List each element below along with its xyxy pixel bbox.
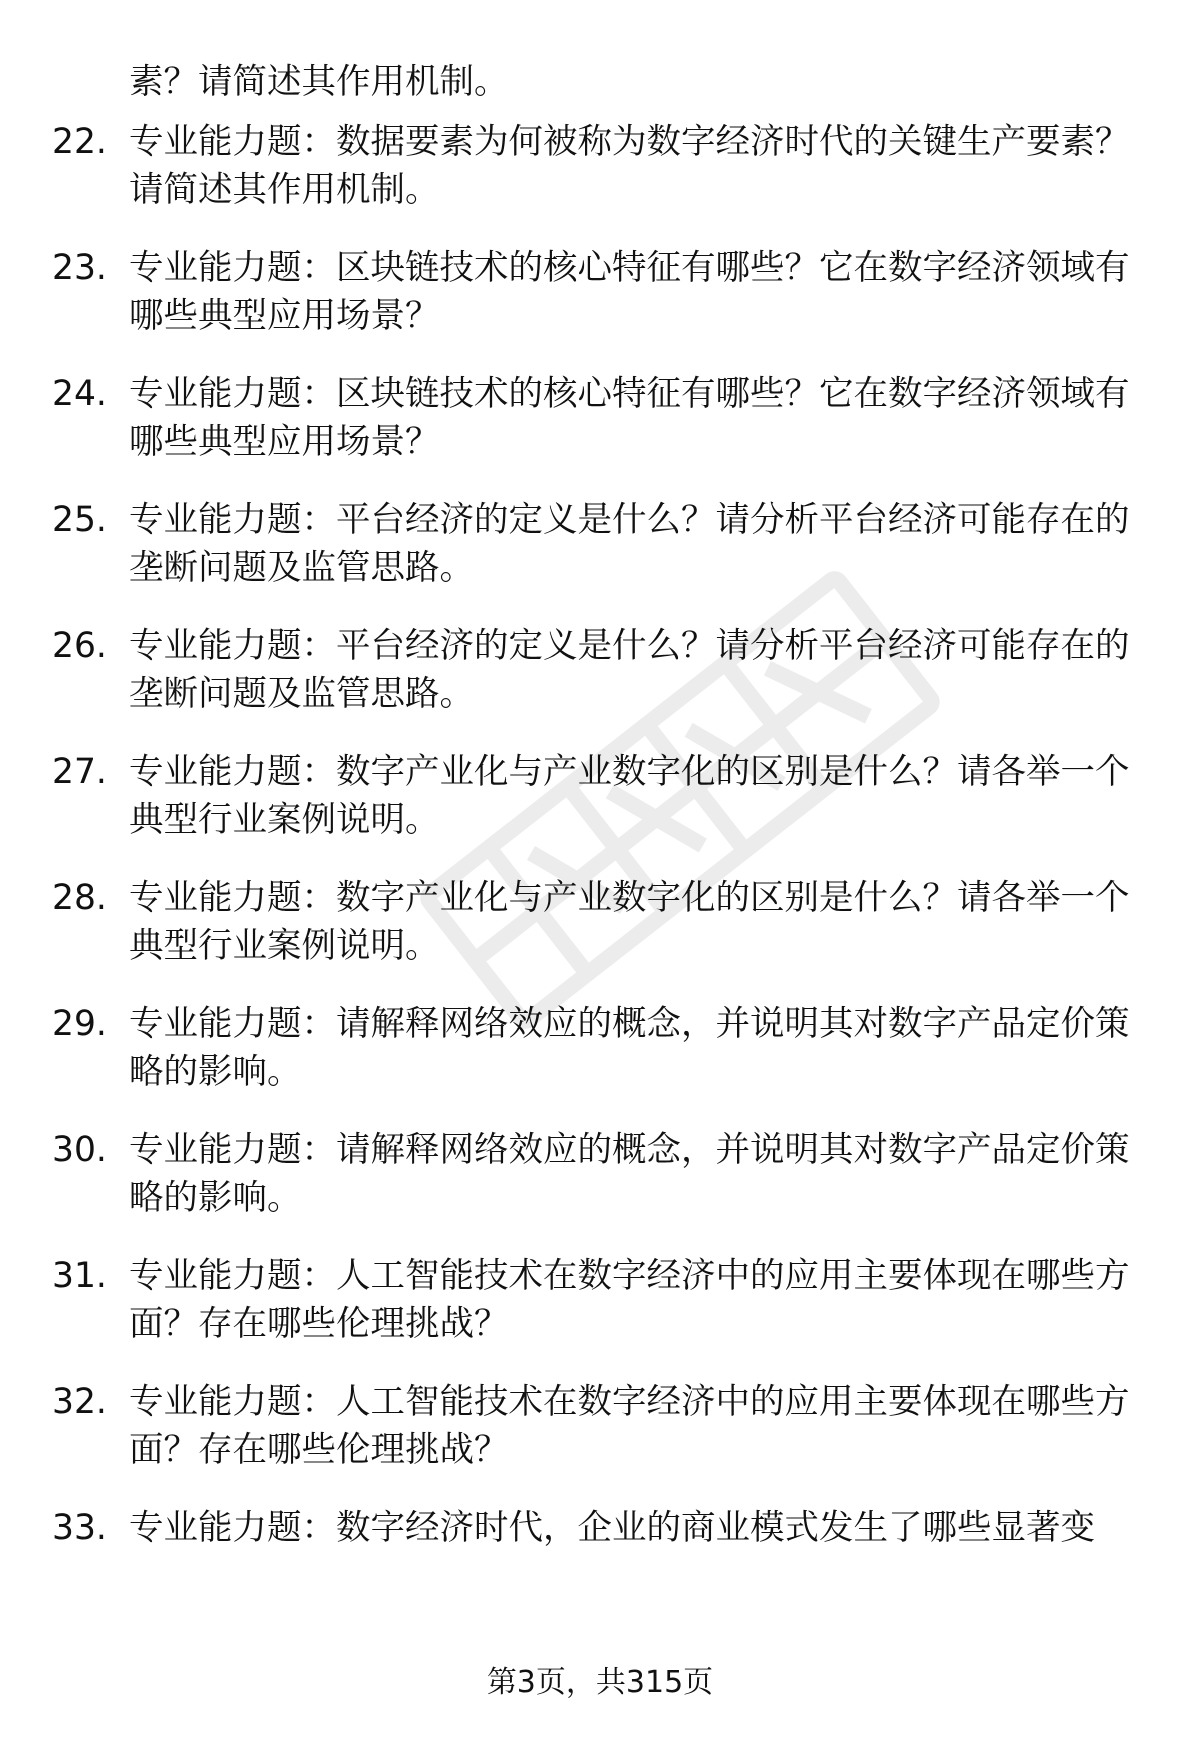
question-item xyxy=(0,1252,1200,1348)
question-text: 专业能力题：区块链技术的核心特征有哪些？它在数字经济领域有哪些典型应用场景？ xyxy=(129,248,1130,336)
question-number: 22. xyxy=(52,122,107,162)
question-item xyxy=(0,874,1200,970)
question-item xyxy=(0,496,1200,592)
question-text: 专业能力题：请解释网络效应的概念，并说明其对数字产品定价策略的影响。 xyxy=(129,1004,1130,1092)
question-number: 28. xyxy=(52,878,107,918)
continued-question-text: 素？请简述其作用机制。 xyxy=(129,62,509,102)
question-list xyxy=(0,118,1200,1552)
question-text: 专业能力题：请解释网络效应的概念，并说明其对数字产品定价策略的影响。 xyxy=(129,1130,1130,1218)
question-text: 专业能力题：数字经济时代，企业的商业模式发生了哪些显著变 xyxy=(129,1508,1095,1548)
question-number: 31. xyxy=(52,1256,107,1296)
question-text: 专业能力题：数字产业化与产业数字化的区别是什么？请各举一个典型行业案例说明。 xyxy=(129,752,1130,840)
question-text: 专业能力题：区块链技术的核心特征有哪些？它在数字经济领域有哪些典型应用场景？ xyxy=(129,374,1130,462)
question-number: 26. xyxy=(52,626,107,666)
question-item xyxy=(0,748,1200,844)
question-item xyxy=(0,1000,1200,1096)
question-number: 27. xyxy=(52,752,107,792)
question-text: 专业能力题：人工智能技术在数字经济中的应用主要体现在哪些方面？存在哪些伦理挑战？ xyxy=(129,1256,1130,1344)
question-text: 专业能力题：平台经济的定义是什么？请分析平台经济可能存在的垄断问题及监管思路。 xyxy=(129,500,1130,588)
question-section xyxy=(0,56,1200,1552)
question-item xyxy=(0,1378,1200,1474)
question-text: 专业能力题：平台经济的定义是什么？请分析平台经济可能存在的垄断问题及监管思路。 xyxy=(129,626,1130,714)
question-number: 33. xyxy=(52,1508,107,1548)
question-text: 专业能力题：人工智能技术在数字经济中的应用主要体现在哪些方面？存在哪些伦理挑战？ xyxy=(129,1382,1130,1470)
question-text: 专业能力题：数字产业化与产业数字化的区别是什么？请各举一个典型行业案例说明。 xyxy=(129,878,1130,966)
question-number: 25. xyxy=(52,500,107,540)
question-number: 24. xyxy=(52,374,107,414)
question-item xyxy=(0,1504,1200,1552)
question-item xyxy=(0,244,1200,340)
question-number: 29. xyxy=(52,1004,107,1044)
question-item xyxy=(0,1126,1200,1222)
question-number: 30. xyxy=(52,1130,107,1170)
question-text: 专业能力题：数据要素为何被称为数字经济时代的关键生产要素？请简述其作用机制。 xyxy=(129,122,1130,210)
question-number: 32. xyxy=(52,1382,107,1422)
question-item xyxy=(0,622,1200,718)
question-number: 23. xyxy=(52,248,107,288)
question-item xyxy=(0,370,1200,466)
question-item xyxy=(0,118,1200,214)
page-footer: 第3页，共315页 xyxy=(486,1665,714,1700)
